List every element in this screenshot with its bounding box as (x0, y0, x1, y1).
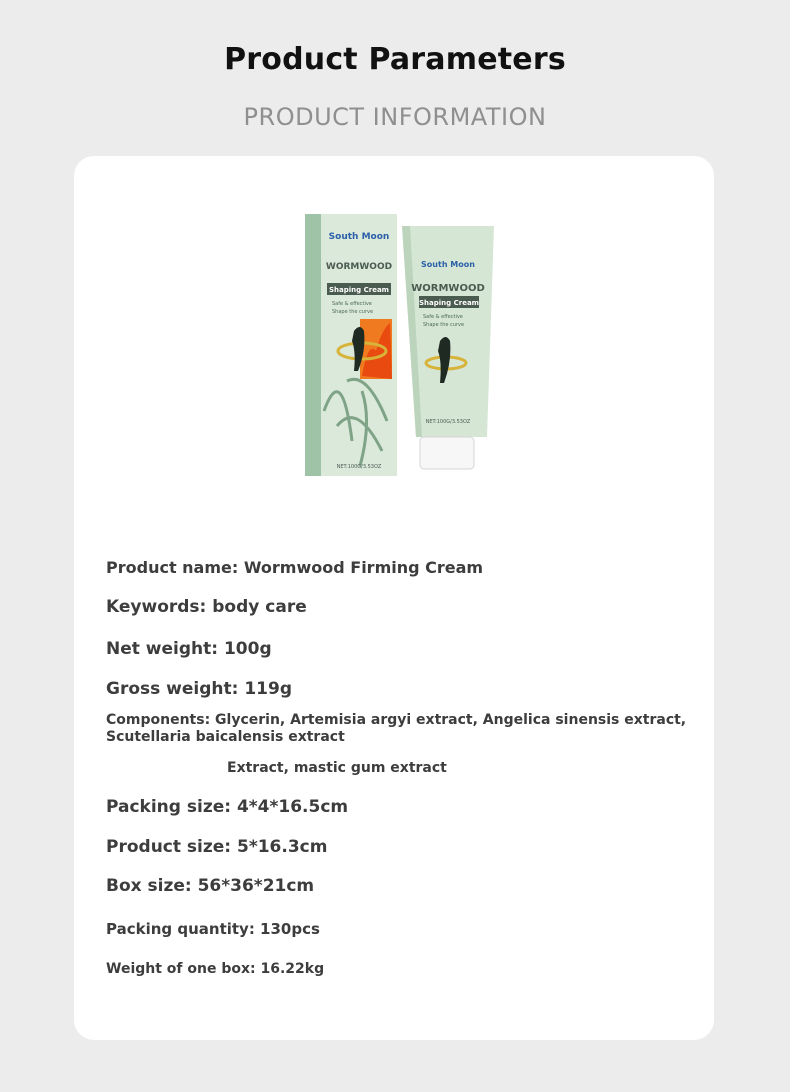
tube-line: WORMWOOD (411, 283, 485, 294)
box-claim-2: Shape the curve (332, 309, 374, 315)
spec-components-cont: Extract, mastic gum extract (227, 760, 447, 776)
tube-type: Shaping Cream (419, 299, 479, 307)
product-info-card (74, 156, 714, 1040)
spec-box-weight: Weight of one box: 16.22kg (106, 961, 325, 977)
spec-components: Components: Glycerin, Artemisia argyi extract, Angelica sinensis extract, Scutellaria baicalensis extract (106, 712, 687, 745)
spec-packing-size: Packing size: 4*4*16.5cm (106, 797, 349, 817)
spec-net-weight: Net weight: 100g (106, 639, 272, 659)
spec-product-name: Product name: Wormwood Firming Cream (106, 558, 484, 577)
tube-claim-1: Safe & effective (423, 314, 463, 320)
box-claim-1: Safe & effective (332, 301, 372, 307)
box-type: Shaping Cream (329, 286, 389, 294)
box-line: WORMWOOD (325, 262, 393, 272)
tube-claim-2: Shape the curve (423, 322, 465, 328)
product-image (302, 211, 502, 481)
page-title: Product Parameters (224, 42, 566, 77)
spec-gross-weight: Gross weight: 119g (106, 679, 293, 699)
tube-net: NET:100G/3.53OZ (425, 419, 471, 425)
spec-keywords: Keywords: body care (106, 597, 307, 617)
page-subtitle: PRODUCT INFORMATION (243, 103, 547, 131)
box-brand: South Moon (328, 232, 390, 242)
box-net: NET:100G/3.53OZ (336, 464, 382, 470)
spec-packing-quantity: Packing quantity: 130pcs (106, 920, 320, 938)
product-tube (402, 226, 494, 469)
product-box (305, 214, 397, 476)
tube-brand: South Moon (421, 260, 475, 269)
spec-box-size: Box size: 56*36*21cm (106, 876, 315, 896)
spec-product-size: Product size: 5*16.3cm (106, 837, 328, 857)
